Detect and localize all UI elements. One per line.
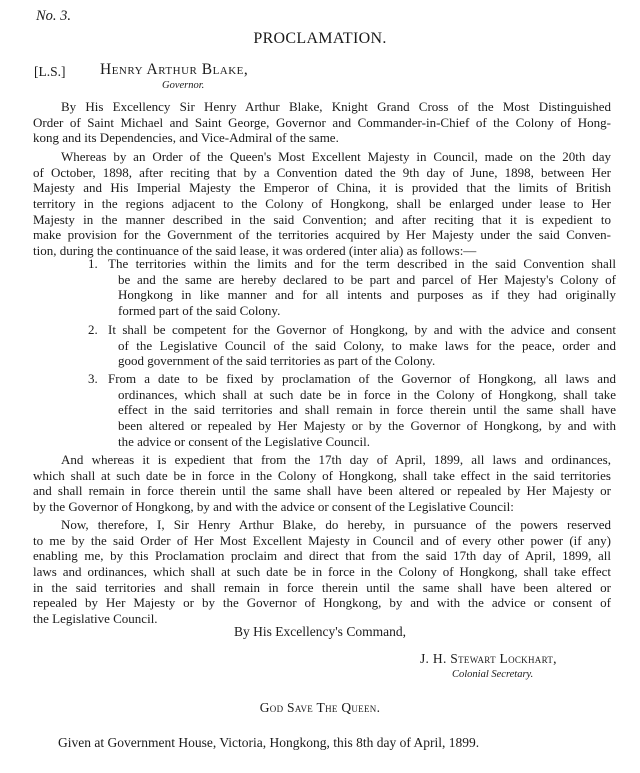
text-line: territory in the regions adjacent to the Colony of Hongkong, shall be enlarged under lease to Her <box>33 196 611 212</box>
clause-number: 3. <box>88 371 98 386</box>
text-line: make provision for the Government of the territories acquired by Her Majesty under the said Conven- <box>33 227 611 243</box>
text-line: the Legislative Council. <box>33 611 158 627</box>
governor-title: Governor. <box>162 80 205 91</box>
text-line: Whereas by an Order of the Queen's Most Excellent Majesty in Council, made on the 20th day <box>61 149 611 164</box>
text-line: be and the same are hereby declared to be part and parcel of Her Majesty's Colony of <box>118 271 616 287</box>
text-line: of the Legislative Council of the said Colony, to make laws for the peace, order and <box>118 337 616 353</box>
clause-number: 2. <box>88 322 98 337</box>
secretary-name: J. H. Stewart Lockhart, <box>420 651 557 666</box>
text-line: From a date to be fixed by proclamation of the Governor of Hongkong, all laws and <box>108 371 616 386</box>
text-line: And whereas it is expedient that from the 17th day of April, 1899, all laws and ordinances, <box>61 452 611 467</box>
text-line: Order of Saint Michael and Saint George, Governor and Commander-in-Chief of the Colony of Hong- <box>33 114 611 130</box>
text-line: the advice or consent of the Legislative Council. <box>118 433 370 449</box>
text-line: Hongkong in like manner and for all intents and purposes as if they had originally <box>118 287 616 303</box>
text-line: ordinances, which shall at such date be in force in the Colony of Hongkong, shall take <box>118 386 616 402</box>
text-line: Majesty in the manner described in the said Convention; and after reciting that it is expedient to <box>33 211 611 227</box>
text-line: Majesty and His Imperial Majesty the Emperor of China, it is provided that the limits of British <box>33 180 611 196</box>
text-line: been altered or repealed by Her Majesty or by the Governor of Hongkong, by and with <box>118 418 616 434</box>
intro-paragraph <box>33 99 611 146</box>
text-line: by the Governor of Hongkong, by and with the advice or consent of the Legislative Council: <box>33 499 514 515</box>
text-line: tion, during the continuance of the said lease, it was ordered (inter alia) as follows:— <box>33 243 477 259</box>
text-line: formed part of the said Colony. <box>118 303 281 319</box>
text-line: repealed by Her Majesty or by the Governor of Hongkong, by and with the advice or consent of <box>33 595 611 611</box>
text-line: Now, therefore, I, Sir Henry Arthur Blake, do hereby, in pursuance of the powers reserved <box>61 517 611 532</box>
text-line: of October, 1898, after reciting that by a Convention dated the 9th day of June, 1898, between Her <box>33 164 611 180</box>
secretary-title: Colonial Secretary. <box>452 669 534 680</box>
text-line: kong and its Dependencies, and Vice-Admiral of the same. <box>33 130 339 146</box>
clause-number: 1. <box>88 256 98 271</box>
document-title: PROCLAMATION. <box>253 30 387 47</box>
text-line: By His Excellency Sir Henry Arthur Blake, Knight Grand Cross of the Most Distinguished <box>61 99 611 114</box>
text-line: good government of the said territories as part of the Colony. <box>118 353 436 369</box>
text-line: and shall remain in force therein until the same shall have been altered or repealed by Her Majesty or <box>33 483 611 499</box>
text-line: laws and ordinances, which shall at such date be in force in the Colony of Hongkong, shall take effect <box>33 564 611 580</box>
document-number: No. 3. <box>36 8 72 24</box>
closing-line: God Save The Queen. <box>259 700 381 715</box>
governor-name: Henry Arthur Blake, <box>100 61 249 78</box>
and-whereas-paragraph <box>33 452 611 515</box>
text-line: effect in the said territories and shall remain in force therein until the same shall have <box>118 402 616 418</box>
now-therefore-paragraph <box>33 517 611 627</box>
text-line: enabling me, by this Proclamation proclaim and direct that from the said 17th day of April, 1899, all <box>33 548 611 564</box>
text-line: in the said territories and shall remain in force therein until the same shall have been altered or <box>33 579 611 595</box>
seal-mark: [L.S.] <box>34 64 66 79</box>
given-line: Given at Government House, Victoria, Hongkong, this 8th day of April, 1899. <box>58 735 480 750</box>
text-line: It shall be competent for the Governor of Hongkong, by and with the advice and consent <box>108 322 616 337</box>
text-line: The territories within the limits and for the term described in the said Convention shall <box>108 256 616 271</box>
command-line: By His Excellency's Command, <box>234 624 406 639</box>
text-line: which shall at such date be in force in the Colony of Hongkong, shall take effect in the said territories <box>33 467 611 483</box>
text-line: to me by the said Order of Her Most Excellent Majesty in Council and of every other power (if any) <box>33 532 611 548</box>
whereas-paragraph <box>33 149 611 259</box>
